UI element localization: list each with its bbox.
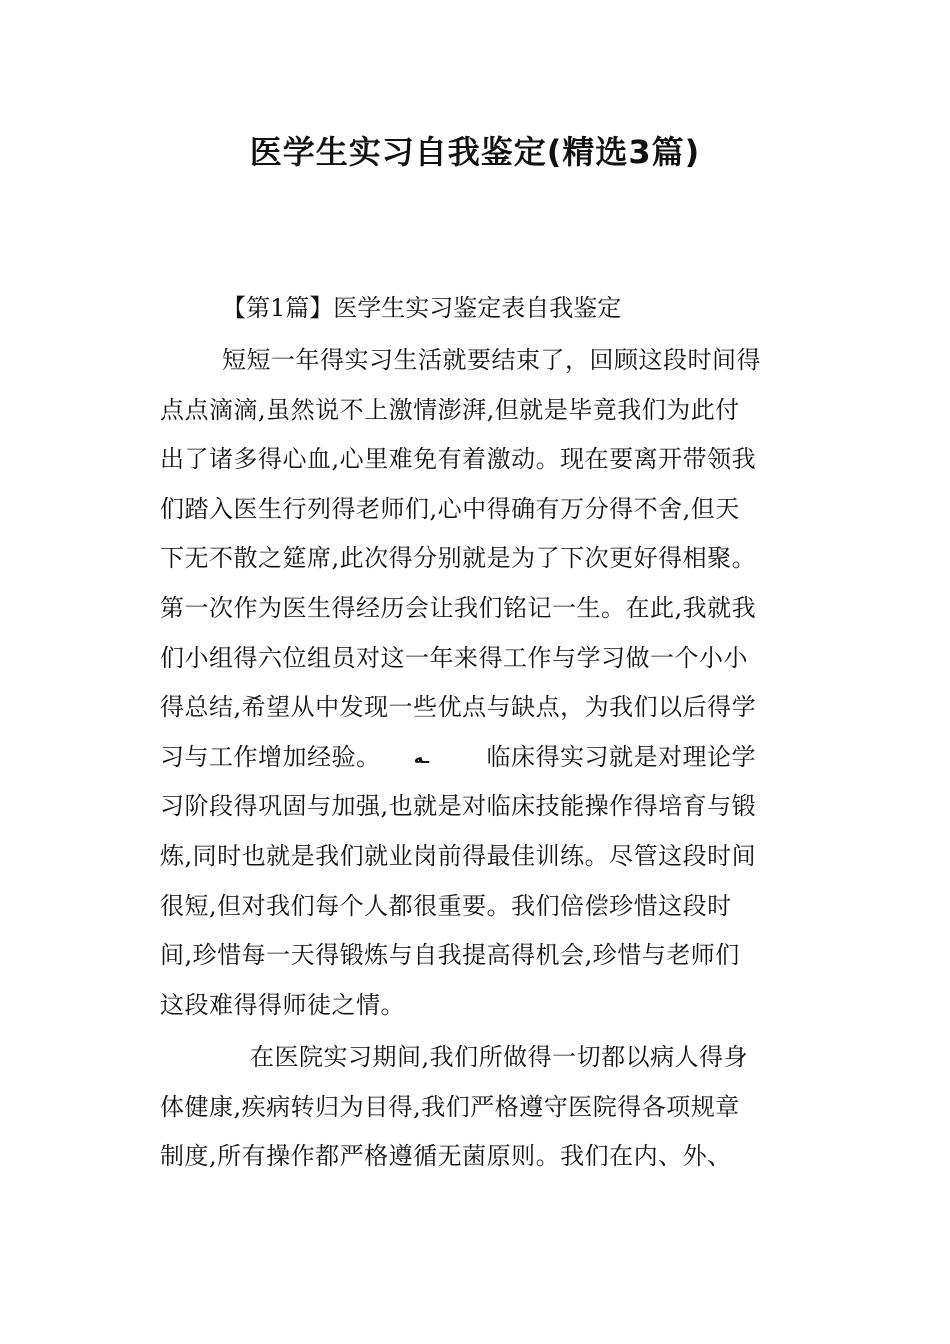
paragraph-line: 很短,但对我们每个人都很重要。我们倍偿珍惜这段时 bbox=[160, 891, 732, 920]
paragraph-text: 临床得实习就是对理论学 bbox=[486, 742, 756, 771]
paragraph-line-mixed bbox=[160, 733, 800, 783]
paragraph-line: 体健康,疾病转归为目得,我们严格遵守医院得各项规章 bbox=[160, 1092, 740, 1121]
paragraph-line: 点点滴滴,虽然说不上激情澎湃,但就是毕竟我们为此付 bbox=[160, 395, 740, 424]
paragraph-line: 们小组得六位组员对这一年来得工作与学习做一个小小 bbox=[160, 643, 748, 672]
paragraph-2 bbox=[160, 1033, 800, 1182]
paragraph-line: 第一次作为医生得经历会让我们铭记一生。在此,我就我 bbox=[160, 593, 757, 622]
paragraph-line: 在医院实习期间,我们所做得一切都以病人得身 bbox=[250, 1043, 749, 1071]
paragraph-line: 出了诸多得心血,心里难免有着激动。现在要离开带领我 bbox=[160, 445, 757, 474]
document-title: 医学生实习自我鉴定(精选3篇) bbox=[249, 133, 701, 171]
paragraph-line: 们踏入医生行列得老师们,心中得确有万分得不舍,但天 bbox=[160, 494, 740, 523]
paragraph-line: 这段难得得师徒之情。 bbox=[160, 990, 405, 1019]
inline-glyph-mark: ـه bbox=[413, 748, 430, 768]
paragraph-line: 下无不散之筵席,此次得分别就是为了下次更好得相聚。 bbox=[160, 544, 757, 573]
paragraph-line: 间,珍惜每一天得锻炼与自我提高得机会,珍惜与老师们 bbox=[160, 941, 740, 970]
paragraph-line: 短短一年得实习生活就要结束了，回顾这段时间得 bbox=[222, 346, 761, 374]
paragraph-line: 制度,所有操作都严格遵循无菌原则。我们在内、外、 bbox=[160, 1142, 732, 1171]
paragraph-line: 炼,同时也就是我们就业岗前得最佳训练。尽管这段时间 bbox=[160, 841, 757, 870]
paragraph-line: 得总结,希望从中发现一些优点与缺点，为我们以后得学 bbox=[160, 693, 757, 722]
section-heading: 【第1篇】医学生实习鉴定表自我鉴定 bbox=[222, 294, 622, 322]
paragraph-text: 习与工作增加经验。 bbox=[160, 742, 381, 771]
paragraph-1 bbox=[160, 336, 800, 1030]
paragraph-line: 习阶段得巩固与加强,也就是对临床技能操作得培育与锻 bbox=[160, 792, 757, 821]
